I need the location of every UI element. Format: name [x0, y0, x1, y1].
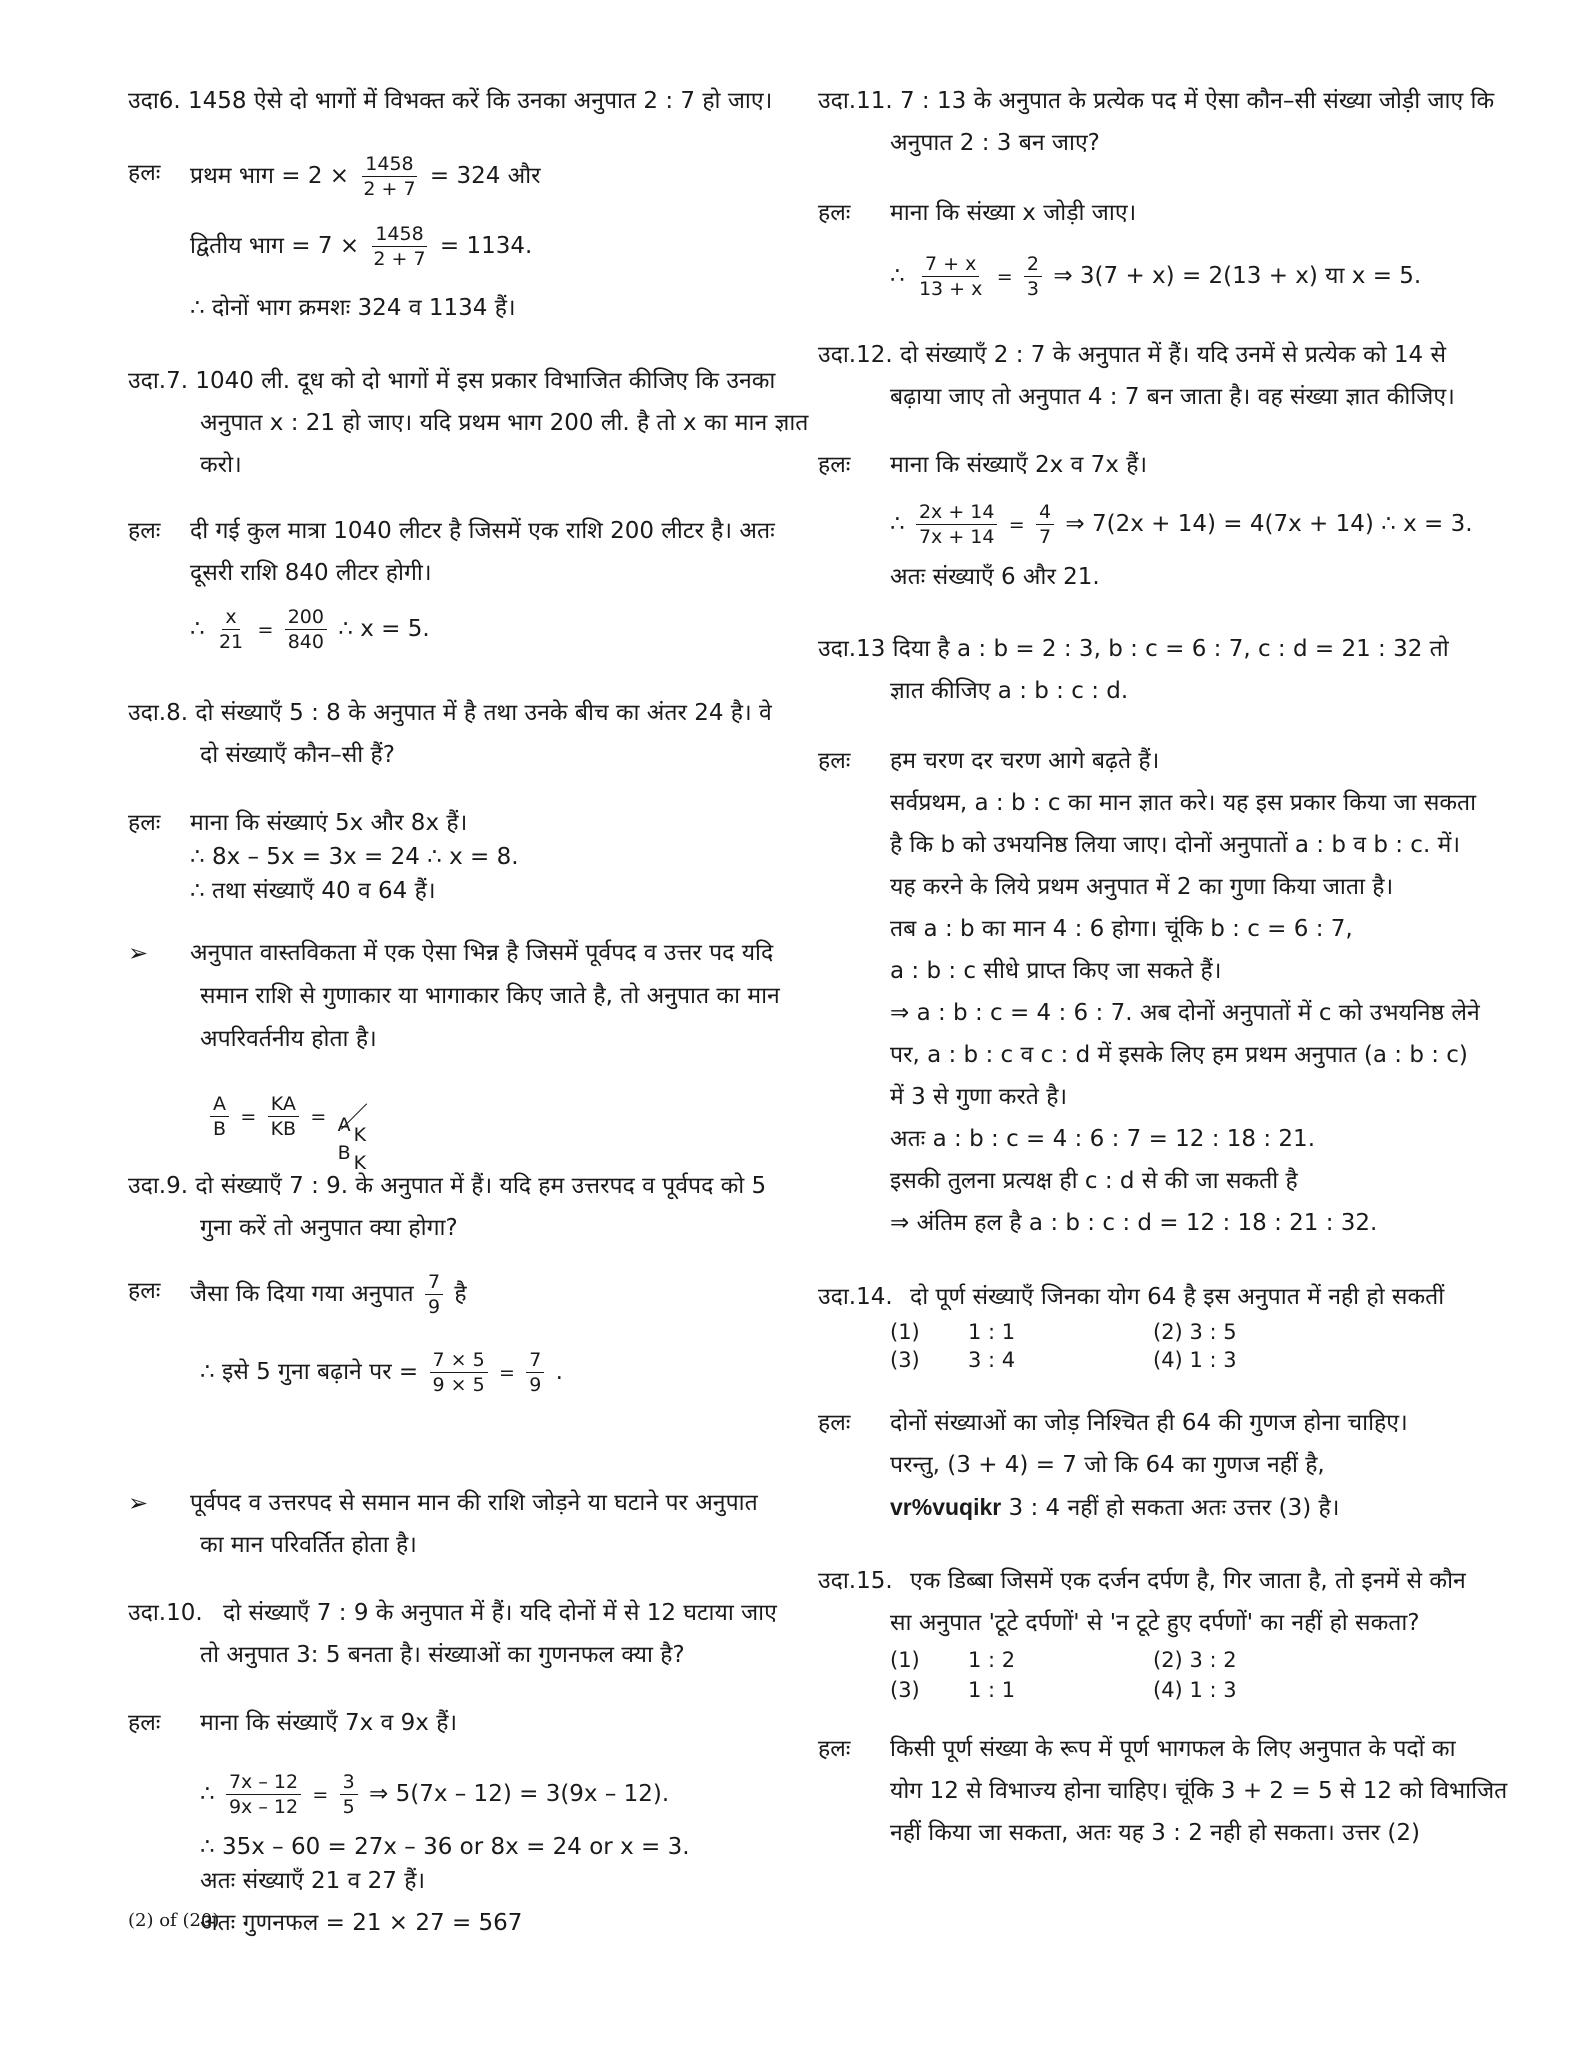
- solution-text: ∴ 8x – 5x = 3x = 24 ∴ x = 8.: [190, 844, 519, 870]
- solution-text: हम चरण दर चरण आगे बढ़ते हैं।: [890, 748, 1160, 774]
- option-number: (4): [1153, 1678, 1183, 1702]
- arrow-bullet-icon: ➢: [128, 939, 149, 967]
- option-row: [890, 1346, 920, 1374]
- answer-text: ∴ दोनों भाग क्रमशः 324 व 1134 हैं।: [190, 295, 516, 321]
- solution-text: इसकी तुलना प्रत्यक्ष ही c : d से की जा सकती है: [890, 1168, 1298, 1194]
- question-text: दो संख्याएँ 7 : 9 के अनुपात में हैं। यदि दोनों में से 12 घटाया जाए: [223, 1600, 777, 1626]
- example-11-solution: [818, 192, 1483, 234]
- solution-label: हलः: [818, 748, 851, 774]
- arrow-bullet-icon: ➢: [128, 1489, 149, 1517]
- solution-label: हलः: [818, 1736, 851, 1762]
- question-text: सा अनुपात 'टूटे दर्पणों' से 'न टूटे हुए दर्पणों' का नहीं हो सकता?: [890, 1610, 1420, 1636]
- option-number: (3): [890, 1348, 920, 1372]
- fraction: $\frac{7 + x}{13 + x}$: [918, 253, 983, 300]
- solution-label: हलः: [818, 200, 851, 226]
- compound-fraction: [334, 1089, 374, 1174]
- solution-text: दी गई कुल मात्रा 1040 लीटर है जिसमें एक राशि 200 लीटर है। अतः: [190, 518, 775, 544]
- option-number: (2): [1153, 1648, 1183, 1672]
- option-value: 3 : 4: [968, 1348, 1016, 1372]
- formula-text: = 324 और: [429, 163, 541, 189]
- equals-sign: =: [996, 266, 1013, 288]
- fraction: $\frac{7 \times 5}{9 \times 5}$: [430, 1348, 488, 1397]
- solution-text: परन्तु, (3 + 4) = 7 जो कि 64 का गुणज नहीं है,: [890, 1452, 1325, 1478]
- option-number: (1): [890, 1648, 920, 1672]
- solution-text: अतः a : b : c = 4 : 6 : 7 = 12 : 18 : 21.: [890, 1126, 1316, 1152]
- solution-text: माना कि संख्याएँ 2x व 7x हैं।: [890, 452, 1148, 478]
- example-6-solution-line1: [128, 152, 793, 200]
- question-text: करो।: [200, 452, 242, 478]
- question-text: 7 : 13 के अनुपात के प्रत्येक पद में ऐसा कौन–सी संख्या जोड़ी जाए कि: [899, 88, 1495, 114]
- solution-label: हलः: [128, 518, 161, 544]
- solution-text: किसी पूर्ण संख्या के रूप में पूर्ण भागफल के लिए अनुपात के पदों का: [890, 1736, 1456, 1762]
- question-text: बढ़ाया जाए तो अनुपात 4 : 7 बन जाता है। वह संख्या ज्ञात कीजिए।: [890, 384, 1455, 410]
- fraction: $\frac{2x + 14}{7x + 14}$: [916, 500, 998, 549]
- equals-sign: =: [240, 1106, 257, 1128]
- option-number: (3): [890, 1678, 920, 1702]
- option-value: 1 : 1: [968, 1320, 1016, 1344]
- example-10-solution: [128, 1702, 793, 1744]
- solution-text: योग 12 से विभाज्य होना चाहिए। चूंकि 3 + 2 = 5 से 12 को विभाजित: [890, 1778, 1508, 1804]
- question-text: 1040 ली. दूध को दो भागों में इस प्रकार विभाजित कीजिए कि उनका: [195, 368, 776, 394]
- fraction: $\frac{A}{B}$: [210, 1092, 229, 1141]
- formula-text: प्रथम भाग = 2 ×: [190, 163, 350, 189]
- question-text: दो संख्याएँ कौन–सी हैं?: [200, 742, 395, 768]
- solution-text: दोनों संख्याओं का जोड़ निश्चित ही 64 की गुणज होना चाहिए।: [890, 1410, 1408, 1436]
- formula-text: द्वितीय भाग = 7 ×: [190, 233, 360, 259]
- example-13-question: [818, 628, 1483, 670]
- example-7-solution: [128, 510, 793, 552]
- solution-text: अतः गुणनफल = 21 × 27 = 567: [200, 1910, 523, 1936]
- question-text: दो संख्याएँ 2 : 7 के अनुपात में हैं। यदि उनमें से प्रत्येक को 14 से: [899, 342, 1447, 368]
- note-text: समान राशि से गुणाकार या भागाकार किए जाते है, तो अनुपात का मान: [200, 983, 780, 1009]
- example-9-solution: [128, 1270, 793, 1318]
- example-14-question: [818, 1276, 1483, 1318]
- solution-text: माना कि संख्या x जोड़ी जाए।: [890, 200, 1137, 226]
- solution-label: हलः: [128, 810, 161, 836]
- example-label: उदा.12.: [818, 342, 893, 368]
- fraction: $\frac{3}{5}$: [340, 1770, 358, 1819]
- example-10-question: [128, 1592, 793, 1634]
- equals-sign: =: [1008, 514, 1025, 536]
- example-label: उदा.11.: [818, 88, 893, 114]
- example-12-solution: [818, 444, 1483, 486]
- solution-text: दूसरी राशि 840 लीटर होगी।: [190, 560, 432, 586]
- option-row: [1153, 1676, 1237, 1704]
- fraction: $\frac{1458}{2 + 7}$: [363, 153, 416, 200]
- solution-text: पर, a : b : c व c : d में इसके लिए हम प्रथम अनुपात (a : b : c): [890, 1042, 1468, 1068]
- option-value: 3 : 5: [1189, 1320, 1237, 1344]
- equals-sign: =: [310, 1106, 327, 1128]
- solution-text: नहीं किया जा सकता, अतः यह 3 : 2 नही हो सकता। उत्तर (2): [890, 1820, 1420, 1846]
- solution-text: माना कि संख्याएँ 7x व 9x हैं।: [200, 1710, 458, 1736]
- solution-text: 3 : 4 नहीं हो सकता अतः उत्तर (3) है।: [1008, 1495, 1340, 1521]
- solution-text: a : b : c सीधे प्राप्त किए जा सकते हैं।: [890, 958, 1222, 984]
- question-text: ज्ञात कीजिए a : b : c : d.: [890, 678, 1129, 704]
- example-7-question: [128, 360, 793, 402]
- solution-text: ⇒ अंतिम हल है a : b : c : d = 12 : 18 : 21 : 32.: [890, 1210, 1378, 1236]
- fraction: $\frac{x}{21}$: [218, 606, 244, 653]
- equals-sign: =: [499, 1362, 515, 1384]
- therefore-symbol: ∴: [890, 511, 905, 537]
- example-6-question: [128, 80, 793, 122]
- fraction: $\frac{2}{3}$: [1024, 252, 1042, 301]
- option-value: 3 : 2: [1189, 1648, 1237, 1672]
- page-number: (2) of (20): [128, 1910, 220, 1931]
- option-value: 1 : 3: [1189, 1678, 1237, 1702]
- option-number: (2): [1153, 1320, 1183, 1344]
- solution-label: हलः: [128, 160, 161, 186]
- solution-text: अतः संख्याएँ 6 और 21.: [890, 564, 1100, 590]
- question-text: दो पूर्ण संख्याएँ जिनका योग 64 है इस अनुपात में नही हो सकतीं: [910, 1284, 1445, 1310]
- solution-label: हलः: [128, 1710, 161, 1736]
- therefore-symbol: ∴: [200, 1781, 215, 1807]
- formula-text: ∴ x = 5.: [338, 616, 430, 642]
- letter: K: [353, 1151, 367, 1174]
- example-14-solution: [818, 1402, 1483, 1444]
- note-text: पूर्वपद व उत्तरपद से समान मान की राशि जोड़ने या घटाने पर अनुपात: [190, 1490, 758, 1516]
- solution-text: सर्वप्रथम, a : b : c का मान ज्ञात करे। यह इस प्रकार किया जा सकता: [890, 790, 1477, 816]
- note-text: अनुपात वास्तविकता में एक ऐसा भिन्न है जिसमें पूर्वपद व उत्तर पद यदि: [190, 940, 774, 966]
- solution-label: हलः: [818, 1410, 851, 1436]
- fraction: $\frac{4}{7}$: [1036, 500, 1054, 549]
- fraction: $\frac{7}{9}$: [425, 1270, 443, 1319]
- question-text: दो संख्याएँ 5 : 8 के अनुपात में है तथा उनके बीच का अंतर 24 है। वे: [195, 700, 772, 726]
- option-row: [1153, 1646, 1237, 1674]
- example-label: उदा.9.: [128, 1173, 189, 1199]
- formula-text: .: [555, 1359, 563, 1385]
- therefore-symbol: ∴: [190, 616, 205, 642]
- letter: A: [337, 1113, 351, 1136]
- question-text: दिया है a : b = 2 : 3, b : c = 6 : 7, c : d = 21 : 32 तो: [892, 636, 1449, 662]
- solution-text: ∴ तथा संख्याएँ 40 व 64 हैं।: [190, 878, 436, 904]
- solution-text: यह करने के लिये प्रथम अनुपात में 2 का गुणा किया जाता है।: [890, 874, 1394, 900]
- example-13-solution: [818, 740, 1483, 782]
- equals-sign: =: [312, 1784, 329, 1806]
- solution-text: है कि b को उभयनिष्ठ लिया जाए। दोनों अनुपातों a : b व b : c. में।: [890, 832, 1461, 858]
- garbled-text: vr%vuqikr: [890, 1494, 1002, 1520]
- option-row: [890, 1646, 920, 1674]
- example-9-question: [128, 1165, 793, 1207]
- therefore-symbol: ∴: [890, 263, 905, 289]
- example-label: उदा.7.: [128, 368, 189, 394]
- solution-text: है: [454, 1281, 467, 1307]
- example-15-question: [818, 1560, 1483, 1602]
- option-row: [1153, 1318, 1237, 1346]
- example-label: उदा.15.: [818, 1568, 893, 1594]
- formula-text: ⇒ 3(7 + x) = 2(13 + x) या x = 5.: [1053, 263, 1422, 289]
- solution-text: अतः संख्याएँ 21 व 27 हैं।: [200, 1868, 426, 1894]
- equals-sign: =: [257, 619, 274, 641]
- solution-label: हलः: [818, 452, 851, 478]
- option-row: [890, 1318, 920, 1346]
- example-label: उदा6.: [128, 88, 181, 114]
- solution-label: हलः: [128, 1278, 161, 1304]
- formula-text: = 1134.: [439, 233, 533, 259]
- question-text: गुना करें तो अनुपात क्या होगा?: [200, 1215, 458, 1241]
- solution-text: ∴ इसे 5 गुना बढ़ाने पर =: [200, 1359, 419, 1385]
- question-text: अनुपात 2 : 3 बन जाए?: [890, 130, 1100, 156]
- letter: B: [337, 1141, 351, 1164]
- question-text: अनुपात x : 21 हो जाए। यदि प्रथम भाग 200 ली. है तो x का मान ज्ञात: [200, 410, 809, 436]
- fraction: $\frac{KA}{KB}$: [268, 1092, 300, 1141]
- note-text: अपरिवर्तनीय होता है।: [200, 1026, 377, 1052]
- solution-text: ⇒ a : b : c = 4 : 6 : 7. अब दोनों अनुपातों में c को उभयनिष्ठ लेने: [890, 1000, 1480, 1026]
- example-label: उदा.14.: [818, 1284, 893, 1310]
- solution-text: माना कि संख्याएं 5x और 8x हैं।: [190, 810, 468, 836]
- question-text: एक डिब्बा जिसमें एक दर्जन दर्पण है, गिर जाता है, तो इनमें से कौन: [910, 1568, 1466, 1594]
- solution-text: में 3 से गुणा करते है।: [890, 1084, 1068, 1110]
- formula-text: ⇒ 5(7x – 12) = 3(9x – 12).: [369, 1781, 670, 1807]
- example-label: उदा.13: [818, 636, 886, 662]
- question-text: तो अनुपात 3: 5 बनता है। संख्याओं का गुणनफल क्या है?: [200, 1642, 685, 1668]
- option-value: 1 : 3: [1189, 1348, 1237, 1372]
- formula-text: ⇒ 7(2x + 14) = 4(7x + 14) ∴ x = 3.: [1065, 511, 1473, 537]
- question-text: 1458 ऐसे दो भागों में विभक्त करें कि उनका अनुपात 2 : 7 हो जाए।: [188, 88, 773, 114]
- example-label: उदा.10.: [128, 1600, 203, 1626]
- example-15-solution: [818, 1728, 1483, 1770]
- question-text: दो संख्याएँ 7 : 9. के अनुपात में हैं। यदि हम उत्तरपद व पूर्वपद को 5: [195, 1173, 767, 1199]
- option-number: (4): [1153, 1348, 1183, 1372]
- example-11-question: [818, 80, 1495, 122]
- option-value: 1 : 2: [968, 1648, 1016, 1672]
- letter: K: [353, 1123, 367, 1146]
- fraction: $\frac{7}{9}$: [526, 1348, 544, 1397]
- fraction: $\frac{7x - 12}{9x - 12}$: [226, 1770, 301, 1819]
- solution-text: जैसा कि दिया गया अनुपात: [190, 1281, 414, 1307]
- note-text: का मान परिवर्तित होता है।: [200, 1532, 417, 1558]
- option-row: [890, 1676, 920, 1704]
- option-value: 1 : 1: [968, 1678, 1016, 1702]
- solution-text: तब a : b का मान 4 : 6 होगा। चूंकि b : c = 6 : 7,: [890, 916, 1353, 942]
- example-8-question: [128, 692, 793, 734]
- fraction: $\frac{200}{840}$: [285, 605, 327, 654]
- example-label: उदा.8.: [128, 700, 189, 726]
- option-row: [1153, 1346, 1237, 1374]
- solution-text: ∴ 35x – 60 = 27x – 36 or 8x = 24 or x = 3.: [200, 1834, 690, 1860]
- fraction: $\frac{1458}{2 + 7}$: [373, 223, 426, 270]
- option-number: (1): [890, 1320, 920, 1344]
- example-12-question: [818, 334, 1483, 376]
